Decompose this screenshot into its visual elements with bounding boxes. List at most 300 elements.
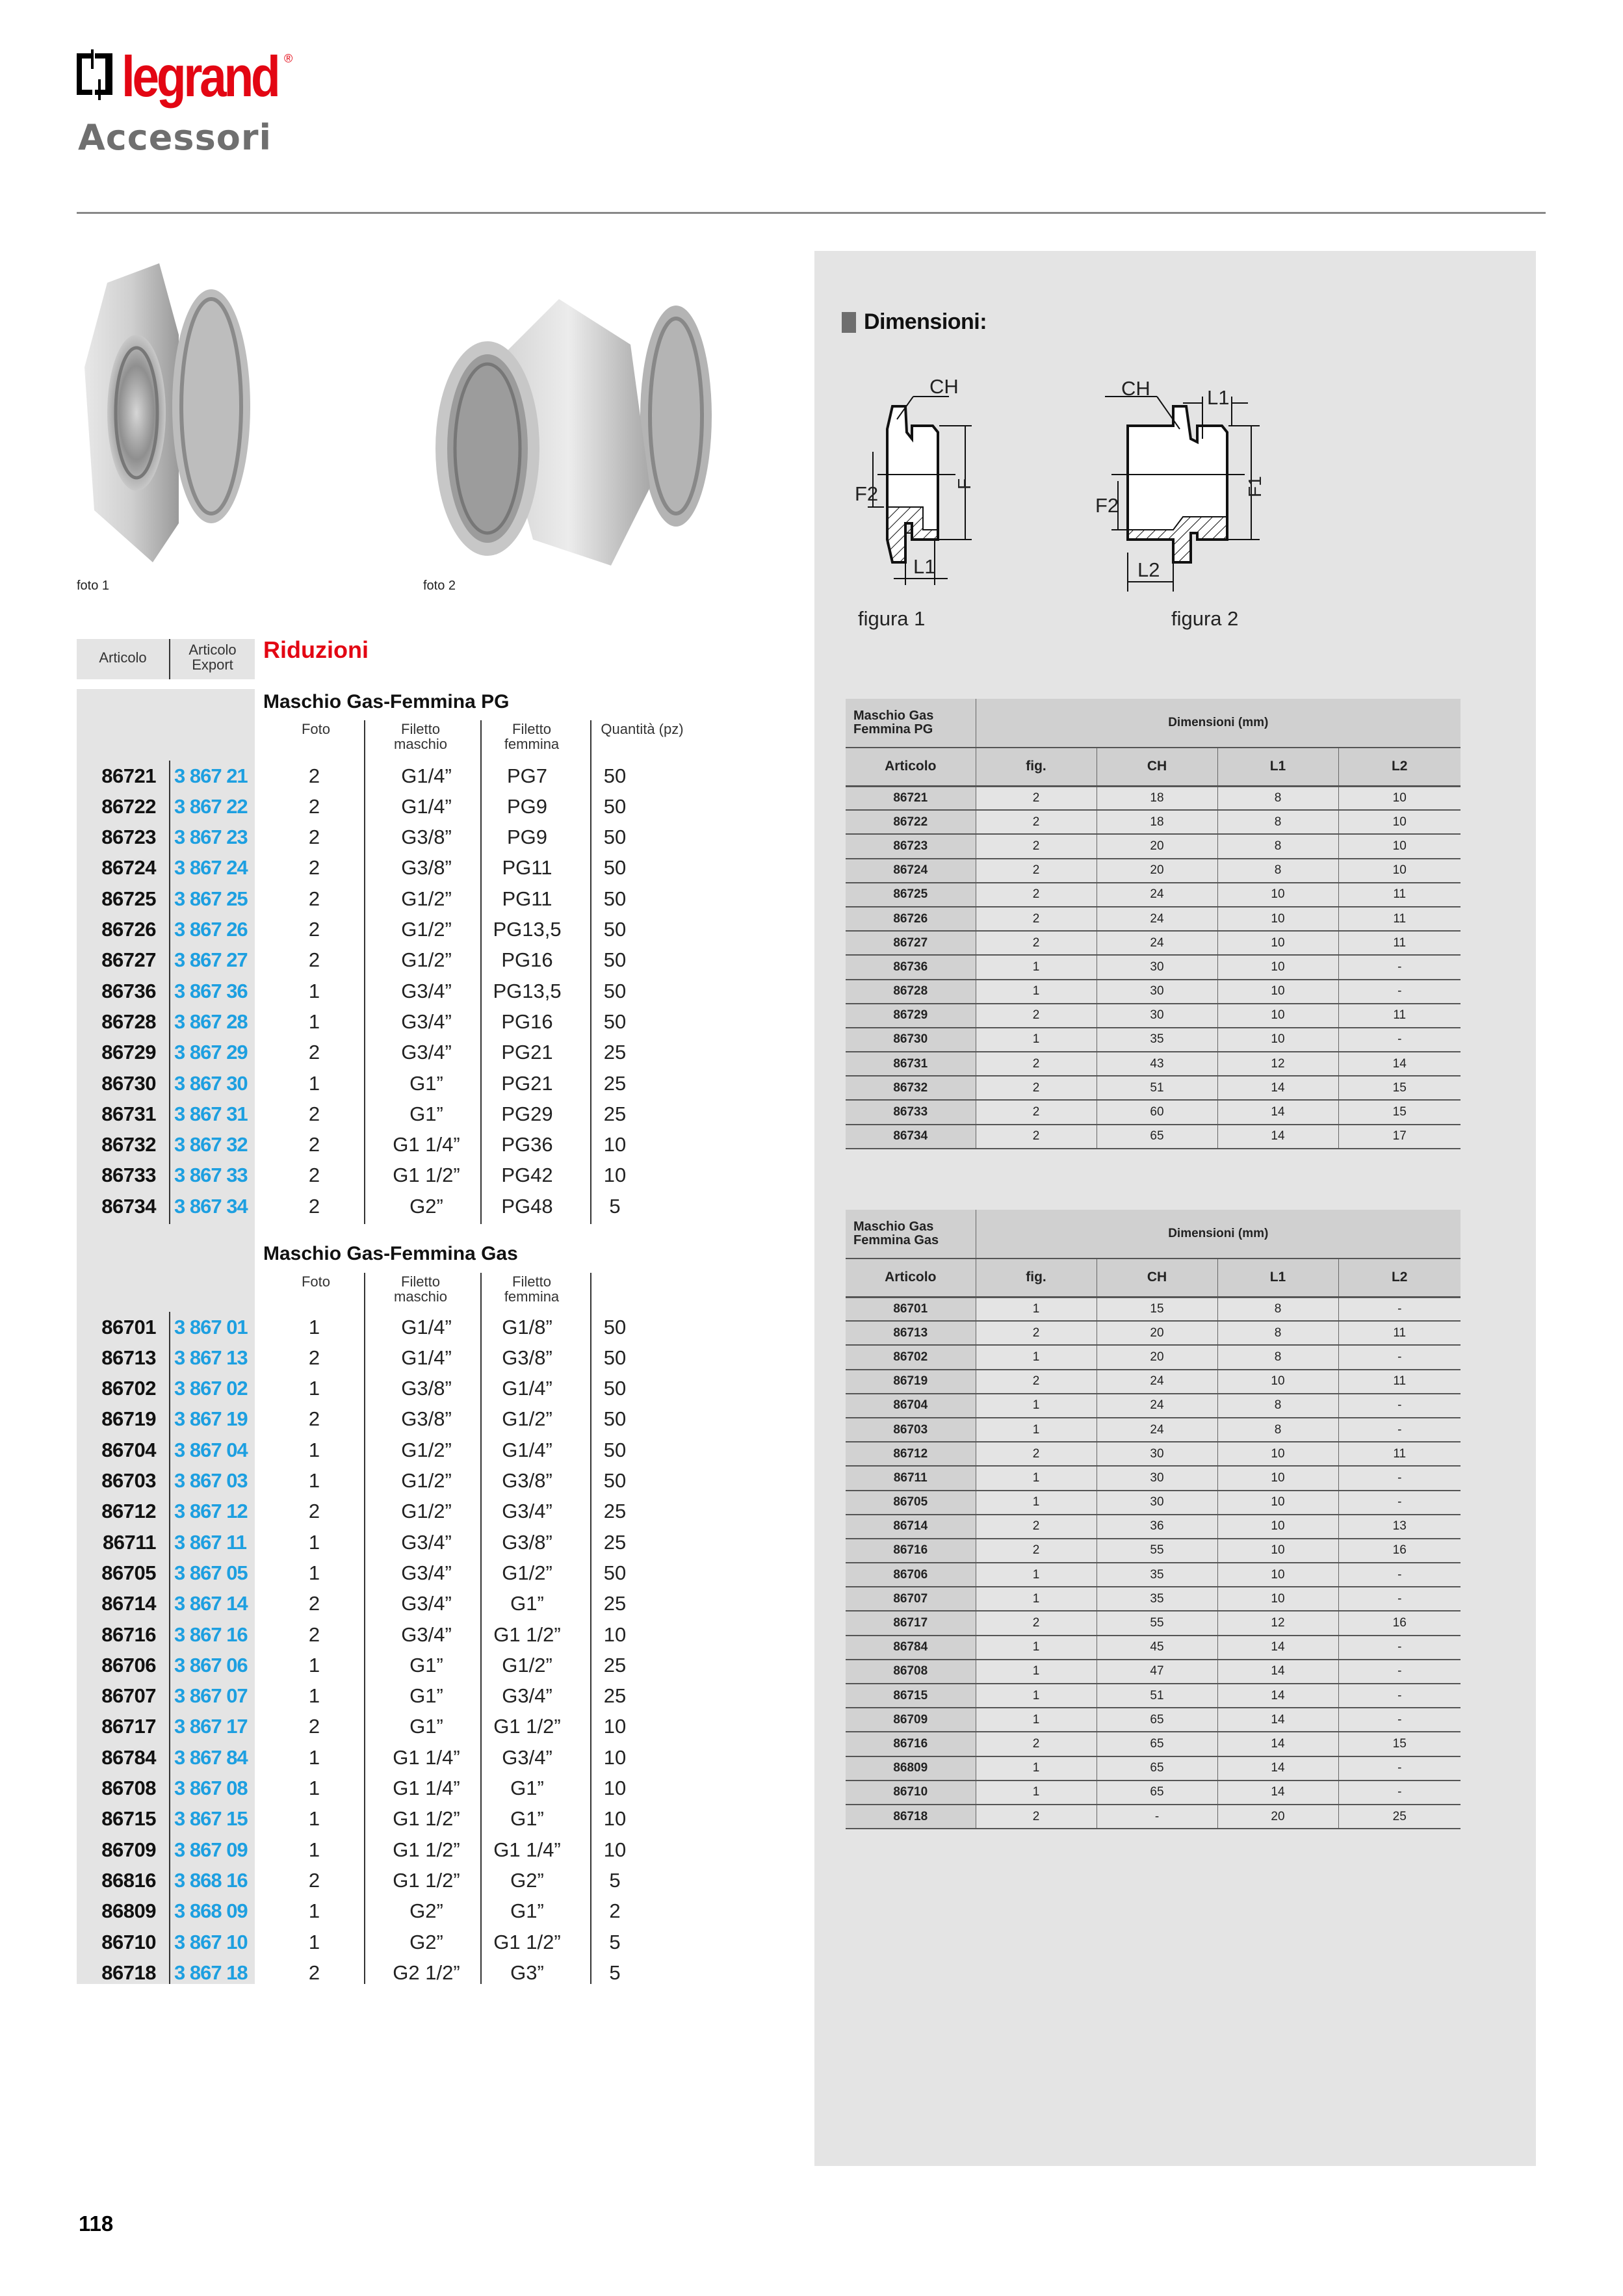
col-articolo-header: Articolo <box>99 649 147 666</box>
cell-l2: 16 <box>1338 1611 1461 1635</box>
foto-number: 2 <box>308 1623 320 1646</box>
male-thread: G3/4” <box>401 979 452 1002</box>
fig1-ch-label: CH <box>929 377 959 398</box>
cell-l1: 8 <box>1217 786 1338 810</box>
quantity: 50 <box>603 794 627 818</box>
table-row <box>77 1712 657 1742</box>
quantity: 50 <box>603 856 627 880</box>
table-row <box>77 915 657 945</box>
table-row <box>846 1345 1461 1369</box>
cell-ch: - <box>1097 1805 1217 1829</box>
quantity: 10 <box>603 1164 627 1187</box>
cell-articolo: 86730 <box>846 1028 976 1052</box>
cell-ch: 20 <box>1097 859 1217 883</box>
quantity: 50 <box>603 1407 627 1431</box>
quantity: 50 <box>603 948 627 972</box>
female-thread: PG16 <box>501 1010 553 1033</box>
group-label <box>846 699 976 748</box>
cell-l1: 10 <box>1217 883 1338 907</box>
female-thread: PG29 <box>501 1102 553 1125</box>
male-thread: G3/8” <box>401 856 452 880</box>
foto-number: 2 <box>308 1868 320 1892</box>
article-code: 86709 <box>101 1838 156 1861</box>
cell-fig: 2 <box>976 1052 1097 1076</box>
fig2-ch-label: CH <box>1121 377 1150 400</box>
cell-articolo: 86711 <box>846 1466 976 1490</box>
female-thread: G1/4” <box>502 1377 552 1400</box>
cell-l2: 11 <box>1338 1370 1461 1394</box>
cell-l2: - <box>1338 1028 1461 1052</box>
cell-fig: 1 <box>976 1781 1097 1805</box>
table-row <box>846 1611 1461 1635</box>
foto-number: 2 <box>308 1715 320 1738</box>
cell-l1: 10 <box>1217 1370 1338 1394</box>
foto-number: 2 <box>308 1407 320 1431</box>
cell-ch: 35 <box>1097 1028 1217 1052</box>
cell-articolo: 86715 <box>846 1684 976 1708</box>
foto-number: 2 <box>308 794 320 818</box>
fig1-f2-label: F2 <box>855 482 879 505</box>
dimensions-table-pg-body <box>846 786 1461 1149</box>
cell-ch: 65 <box>1097 1708 1217 1732</box>
male-thread: G1/4” <box>401 794 452 818</box>
cell-articolo: 86718 <box>846 1805 976 1829</box>
square-bullet-icon <box>842 312 856 333</box>
export-code: 3 867 06 <box>174 1653 248 1676</box>
quantity: 50 <box>603 1438 627 1461</box>
col-fig: fig. <box>976 1259 1097 1297</box>
cell-articolo: 86710 <box>846 1781 976 1805</box>
table-row <box>77 1496 657 1527</box>
cell-articolo: 86726 <box>846 907 976 931</box>
quantity: 50 <box>603 826 627 849</box>
foto-number: 1 <box>308 979 320 1002</box>
cell-l2: 15 <box>1338 1076 1461 1100</box>
cell-l2: - <box>1338 1394 1461 1418</box>
female-thread: G1 1/2” <box>493 1715 561 1738</box>
export-code: 3 868 09 <box>174 1899 248 1923</box>
article-code: 86701 <box>101 1315 156 1338</box>
quantity: 50 <box>603 887 627 910</box>
male-thread: G1 1/2” <box>393 1807 460 1831</box>
cell-fig: 1 <box>976 1466 1097 1490</box>
cell-l2: 17 <box>1338 1125 1461 1149</box>
male-thread: G1” <box>409 1071 443 1095</box>
dimensions-table-pg <box>846 699 1461 1149</box>
cell-l2: 10 <box>1338 786 1461 810</box>
col-articolo: Articolo <box>846 1259 976 1297</box>
figure-2-label: figura 2 <box>1171 607 1239 630</box>
cell-fig: 2 <box>976 859 1097 883</box>
foto-number: 1 <box>308 1838 320 1861</box>
table-row <box>77 1006 657 1037</box>
cell-l2: - <box>1338 955 1461 979</box>
dim-header: Dimensioni (mm) <box>976 699 1461 748</box>
article-code: 86712 <box>101 1500 156 1523</box>
cell-fig: 2 <box>976 1805 1097 1829</box>
dimensions-table-pg-group-header <box>846 699 1461 748</box>
male-thread: G1/4” <box>401 764 452 787</box>
article-code: 86816 <box>101 1868 156 1892</box>
export-code: 3 867 02 <box>174 1377 248 1400</box>
cell-ch: 24 <box>1097 1394 1217 1418</box>
foto-number: 1 <box>308 1071 320 1095</box>
table-row <box>846 1587 1461 1611</box>
foto-number: 1 <box>308 1899 320 1923</box>
brand-name: legrand <box>122 44 278 109</box>
cell-articolo: 86721 <box>846 786 976 810</box>
cell-l2: - <box>1338 1684 1461 1708</box>
col-articolo: Articolo <box>846 748 976 786</box>
foto-number: 2 <box>308 1133 320 1156</box>
female-thread: PG11 <box>502 856 552 880</box>
cell-articolo: 86727 <box>846 931 976 955</box>
s2-col-foto: Foto <box>301 1273 331 1290</box>
export-code: 3 867 30 <box>174 1071 248 1095</box>
foto-number: 1 <box>308 1777 320 1799</box>
table-row <box>846 1636 1461 1660</box>
export-code: 3 867 29 <box>174 1041 248 1064</box>
section-2-title: Maschio Gas-Femmina Gas <box>263 1243 518 1264</box>
table-row <box>846 1708 1461 1732</box>
male-thread: G1/4” <box>401 1315 452 1338</box>
table-row <box>77 1527 657 1558</box>
cell-ch: 30 <box>1097 1466 1217 1490</box>
cell-l2: 11 <box>1338 931 1461 955</box>
group-label-line1: Maschio Gas <box>853 1220 934 1234</box>
s1-col-femmina <box>486 722 577 751</box>
cell-fig: 1 <box>976 1297 1097 1321</box>
cell-articolo: 86716 <box>846 1732 976 1756</box>
col-export-header-line2: Export <box>192 657 233 673</box>
male-thread: G1/2” <box>401 887 452 910</box>
female-thread: PG16 <box>501 948 553 972</box>
cell-l2: 15 <box>1338 1732 1461 1756</box>
cell-articolo: 86713 <box>846 1321 976 1345</box>
quantity: 50 <box>603 1315 627 1338</box>
cell-l2: 16 <box>1338 1539 1461 1563</box>
table-row <box>77 1068 657 1099</box>
cell-l1: 14 <box>1217 1684 1338 1708</box>
table-row <box>846 810 1461 834</box>
cell-articolo: 86716 <box>846 1539 976 1563</box>
table-row <box>77 1374 657 1404</box>
article-code: 86716 <box>101 1623 156 1646</box>
cell-l2: 13 <box>1338 1515 1461 1539</box>
cell-l1: 8 <box>1217 810 1338 834</box>
table-row <box>846 883 1461 907</box>
group-label-line2: Femmina PG <box>853 722 933 737</box>
male-thread: G1/2” <box>401 918 452 941</box>
cell-articolo: 86725 <box>846 883 976 907</box>
cell-fig: 1 <box>976 1684 1097 1708</box>
table-row <box>846 1756 1461 1781</box>
article-code: 86710 <box>101 1930 156 1953</box>
cell-l2: - <box>1338 1708 1461 1732</box>
cell-l1: 12 <box>1217 1052 1338 1076</box>
cell-l1: 14 <box>1217 1660 1338 1684</box>
export-code: 3 867 18 <box>174 1961 248 1984</box>
male-thread: G3/4” <box>401 1561 452 1584</box>
header-divider <box>77 212 1546 214</box>
female-thread: G1 1/2” <box>493 1930 561 1953</box>
table-row <box>846 1394 1461 1418</box>
cell-ch: 20 <box>1097 1345 1217 1369</box>
figure-1-label: figura 1 <box>858 607 926 630</box>
table-row <box>77 1558 657 1588</box>
cell-ch: 36 <box>1097 1515 1217 1539</box>
cell-l2: 14 <box>1338 1052 1461 1076</box>
female-thread: PG21 <box>501 1071 553 1095</box>
cell-articolo: 86734 <box>846 1125 976 1149</box>
cell-ch: 24 <box>1097 1370 1217 1394</box>
article-code: 86702 <box>101 1377 156 1400</box>
article-code: 86730 <box>101 1071 156 1095</box>
male-thread: G1” <box>409 1715 443 1738</box>
female-thread: G1” <box>510 1899 544 1923</box>
table-row <box>77 883 657 914</box>
export-code: 3 867 12 <box>174 1500 248 1523</box>
s1-col-femmina-line2: femmina <box>504 736 560 753</box>
table-row <box>846 1515 1461 1539</box>
table-row <box>77 822 657 853</box>
article-code: 86723 <box>101 826 156 849</box>
article-code: 86714 <box>101 1592 156 1615</box>
export-code: 3 867 10 <box>174 1930 248 1953</box>
photo-2-label: foto 2 <box>423 579 456 593</box>
female-thread: PG11 <box>502 887 552 910</box>
cell-fig: 2 <box>976 786 1097 810</box>
export-code: 3 867 34 <box>174 1194 248 1218</box>
male-thread: G1/4” <box>401 1346 452 1369</box>
table-row <box>846 1321 1461 1345</box>
cell-l1: 10 <box>1217 931 1338 955</box>
export-code: 3 867 33 <box>174 1164 248 1187</box>
cell-l2: - <box>1338 1587 1461 1611</box>
cell-l1: 20 <box>1217 1805 1338 1829</box>
cell-articolo: 86705 <box>846 1491 976 1515</box>
cell-l2: 10 <box>1338 810 1461 834</box>
cell-l1: 12 <box>1217 1611 1338 1635</box>
cell-l1: 10 <box>1217 1515 1338 1539</box>
table-row <box>846 1491 1461 1515</box>
cell-fig: 1 <box>976 1756 1097 1781</box>
article-code: 86713 <box>101 1346 156 1369</box>
cell-l2: - <box>1338 1297 1461 1321</box>
cell-l1: 8 <box>1217 834 1338 858</box>
section-title: Accessori <box>78 117 272 158</box>
col-l1: L1 <box>1217 748 1338 786</box>
col-l1: L1 <box>1217 1259 1338 1297</box>
cell-ch: 18 <box>1097 810 1217 834</box>
cell-l1: 10 <box>1217 980 1338 1004</box>
cell-l1: 14 <box>1217 1100 1338 1124</box>
export-code: 3 867 32 <box>174 1133 248 1156</box>
female-thread: PG21 <box>501 1041 553 1064</box>
cell-ch: 43 <box>1097 1052 1217 1076</box>
female-thread: G1/4” <box>502 1438 552 1461</box>
cell-articolo: 86723 <box>846 834 976 858</box>
fig1-f-label: F <box>954 478 974 489</box>
table-row <box>77 976 657 1006</box>
table-row <box>846 1076 1461 1100</box>
female-thread: G1” <box>510 1807 544 1831</box>
export-code: 3 867 21 <box>174 764 248 787</box>
col-l2: L2 <box>1338 748 1461 786</box>
col-export-header-line1: Articolo <box>188 642 237 658</box>
table-row <box>846 1004 1461 1028</box>
table-row <box>846 1297 1461 1321</box>
cell-l2: 11 <box>1338 1004 1461 1028</box>
table-row <box>846 1442 1461 1466</box>
table-row <box>77 1435 657 1465</box>
cell-l2: 15 <box>1338 1100 1461 1124</box>
cell-l1: 14 <box>1217 1781 1338 1805</box>
photo-1-label: foto 1 <box>77 579 110 593</box>
legrand-logo-mark-icon <box>77 53 112 95</box>
female-thread: PG48 <box>501 1194 553 1218</box>
cell-ch: 30 <box>1097 1491 1217 1515</box>
cell-ch: 15 <box>1097 1297 1217 1321</box>
dimensions-table-pg-column-header <box>846 748 1461 786</box>
cell-ch: 65 <box>1097 1125 1217 1149</box>
table-row <box>846 980 1461 1004</box>
export-code: 3 867 31 <box>174 1102 248 1125</box>
male-thread: G1 1/2” <box>393 1164 460 1187</box>
article-code: 86707 <box>101 1684 156 1708</box>
article-code: 86809 <box>101 1899 156 1923</box>
article-code: 86725 <box>101 887 156 910</box>
cell-l1: 8 <box>1217 859 1338 883</box>
cell-fig: 2 <box>976 834 1097 858</box>
male-female-reducer-image-icon <box>416 286 715 566</box>
cell-ch: 55 <box>1097 1539 1217 1563</box>
export-code: 3 867 09 <box>174 1838 248 1861</box>
female-thread: G3/4” <box>502 1500 552 1523</box>
table-row <box>846 955 1461 979</box>
cell-l2: 11 <box>1338 1321 1461 1345</box>
quantity: 5 <box>609 1194 621 1218</box>
page-number: 118 <box>79 2211 114 2236</box>
female-thread: G3/4” <box>502 1684 552 1708</box>
table-row <box>846 1660 1461 1684</box>
male-thread: G2” <box>409 1899 443 1923</box>
female-thread: PG7 <box>506 764 548 787</box>
cell-l1: 14 <box>1217 1076 1338 1100</box>
table-row <box>846 1539 1461 1563</box>
cell-ch: 30 <box>1097 1442 1217 1466</box>
foto-number: 2 <box>308 1194 320 1218</box>
cell-fig: 1 <box>976 955 1097 979</box>
cell-l1: 10 <box>1217 1587 1338 1611</box>
cell-articolo: 86712 <box>846 1442 976 1466</box>
cell-ch: 24 <box>1097 907 1217 931</box>
female-thread: G1/8” <box>502 1315 552 1338</box>
article-code: 86711 <box>103 1530 156 1554</box>
cell-l2: 25 <box>1338 1805 1461 1829</box>
s2-col-femmina <box>486 1274 577 1304</box>
foto-number: 1 <box>308 1438 320 1461</box>
cell-ch: 24 <box>1097 931 1217 955</box>
cell-ch: 51 <box>1097 1076 1217 1100</box>
s1-col-maschio-line1: Filetto <box>401 721 440 737</box>
table-row <box>77 1037 657 1068</box>
cell-l1: 10 <box>1217 955 1338 979</box>
s1-col-maschio <box>372 722 469 751</box>
cell-articolo: 86809 <box>846 1756 976 1781</box>
cell-fig: 2 <box>976 1004 1097 1028</box>
male-thread: G3/8” <box>401 1377 452 1400</box>
foto-number: 1 <box>308 1469 320 1492</box>
cell-articolo: 86722 <box>846 810 976 834</box>
table-row <box>77 1404 657 1435</box>
foto-number: 1 <box>308 1010 320 1033</box>
table-row <box>77 1160 657 1191</box>
article-code: 86727 <box>101 948 156 972</box>
export-code: 3 867 17 <box>174 1715 248 1738</box>
female-thread: G3/4” <box>502 1745 552 1769</box>
article-code: 86729 <box>101 1041 156 1064</box>
female-thread: G1” <box>510 1777 544 1799</box>
table-row <box>77 1589 657 1619</box>
table-row <box>77 1099 657 1129</box>
table-row <box>846 907 1461 931</box>
cell-l1: 8 <box>1217 1297 1338 1321</box>
quantity: 50 <box>603 1561 627 1584</box>
male-thread: G1 1/4” <box>393 1133 460 1156</box>
article-code: 86784 <box>101 1745 156 1769</box>
male-thread: G2” <box>409 1930 443 1953</box>
cell-articolo: 86703 <box>846 1418 976 1442</box>
foto-number: 1 <box>308 1684 320 1708</box>
quantity: 50 <box>603 764 627 787</box>
table-row <box>77 1466 657 1496</box>
table-row <box>846 1805 1461 1829</box>
dimensions-table-gas <box>846 1210 1461 1829</box>
table-row <box>77 1342 657 1373</box>
product-photo-1 <box>81 263 263 562</box>
export-code: 3 867 23 <box>174 826 248 849</box>
quantity: 10 <box>603 1745 627 1769</box>
table-row <box>846 1418 1461 1442</box>
cell-fig: 2 <box>976 810 1097 834</box>
export-code: 3 867 19 <box>174 1407 248 1431</box>
cell-fig: 2 <box>976 1076 1097 1100</box>
cell-ch: 20 <box>1097 834 1217 858</box>
cell-l2: - <box>1338 1636 1461 1660</box>
male-thread: G3/8” <box>401 826 452 849</box>
quantity: 25 <box>603 1592 627 1615</box>
foto-number: 2 <box>308 1961 320 1984</box>
s2-col-femmina-line2: femmina <box>504 1288 560 1305</box>
hex-reducer-image-icon <box>81 263 263 562</box>
table-row <box>77 1804 657 1834</box>
cell-articolo: 86704 <box>846 1394 976 1418</box>
quantity: 50 <box>603 1346 627 1369</box>
export-code: 3 867 36 <box>174 979 248 1002</box>
table-row <box>77 1957 657 1988</box>
female-thread: G1 1/2” <box>493 1623 561 1646</box>
foto-number: 2 <box>308 1346 320 1369</box>
foto-number: 1 <box>308 1377 320 1400</box>
category-title: Riduzioni <box>263 636 369 663</box>
s2-col-femmina-line1: Filetto <box>512 1273 551 1290</box>
cell-l2: - <box>1338 1781 1461 1805</box>
cell-l1: 10 <box>1217 1442 1338 1466</box>
male-thread: G1 1/2” <box>393 1868 460 1892</box>
foto-number: 2 <box>308 948 320 972</box>
male-thread: G1/2” <box>401 1438 452 1461</box>
